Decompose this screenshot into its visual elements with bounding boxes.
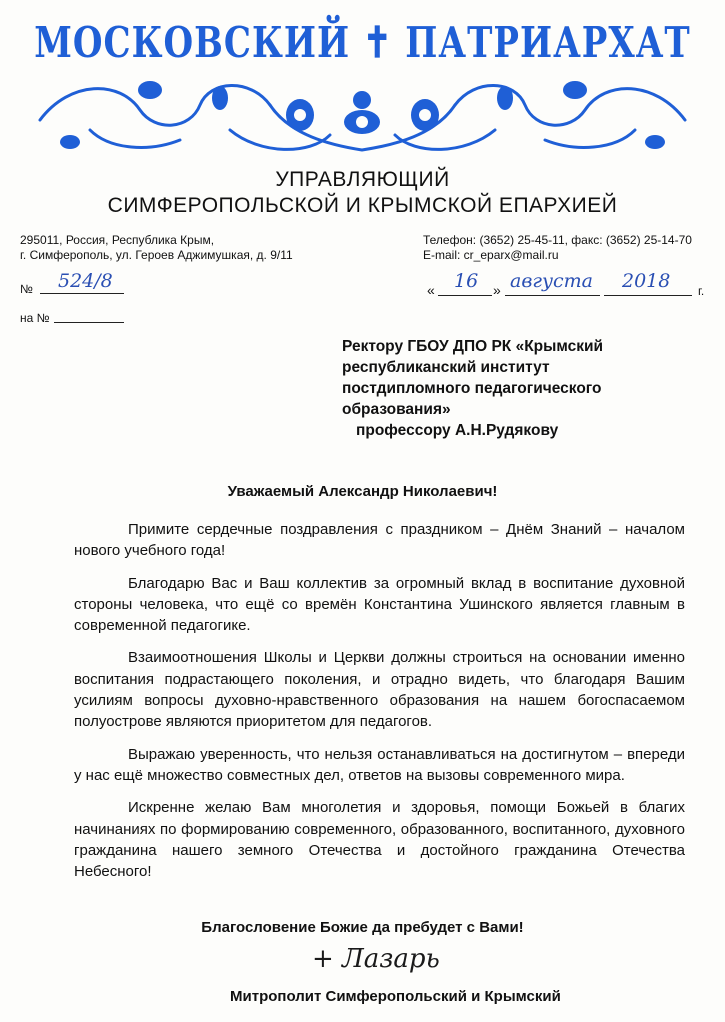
office-title-line2: СИМФЕРОПОЛЬСКОЙ И КРЫМСКОЙ ЕПАРХИЕЙ bbox=[107, 194, 618, 217]
phone-line: Телефон: (3652) 25-45-11, факс: (3652) 25-14-70 bbox=[423, 233, 692, 247]
reply-number-underline bbox=[54, 322, 124, 323]
number-label: № bbox=[20, 282, 33, 296]
recipient-block bbox=[342, 336, 682, 441]
date-day-underline bbox=[438, 295, 492, 296]
date-open-quote: « bbox=[427, 282, 435, 298]
recipient-line: Ректору ГБОУ ДПО РК «Крымский bbox=[342, 338, 604, 355]
handwritten-signature: + Лазарь bbox=[312, 944, 440, 974]
date-day: 16 bbox=[454, 270, 479, 292]
recipient-line: постдипломного педагогического bbox=[342, 380, 602, 397]
recipient-line: образования» bbox=[342, 401, 451, 418]
number-underline bbox=[40, 293, 124, 294]
date-month-underline bbox=[505, 295, 600, 296]
paragraph: Искренне желаю Вам многолетия и здоровья, помощи Божьей в благих начинаниях по формированию современного, образованного, воспитанного, духовного гражданина нашего земного Отечества и достойного гражданина Отечества Небесного! bbox=[74, 799, 685, 881]
address-line: г. Симферополь, ул. Героев Аджимушкая, д. 9/11 bbox=[20, 248, 293, 262]
recipient-line: республиканский институт bbox=[342, 359, 550, 376]
signatory-title: Митрополит Симферопольский и Крымский bbox=[230, 988, 561, 1005]
date-year-underline bbox=[604, 295, 692, 296]
paragraph: Выражаю уверенность, что нельзя останавливаться на достигнутом – впереди у нас ещё множество совместных дел, ответов на вызовы современного мира. bbox=[74, 745, 685, 784]
paragraph: Благодарю Вас и Ваш коллектив за огромный вклад в воспитание духовной стороны человека, что ещё со времён Константина Ушинского является главным в современной педагогике. bbox=[74, 574, 685, 635]
office-title-line1: УПРАВЛЯЮЩИЙ bbox=[275, 168, 450, 191]
recipient-line: профессору А.Н.Рудякову bbox=[356, 422, 559, 439]
date-suffix: г. bbox=[698, 284, 705, 298]
address-left bbox=[20, 233, 293, 263]
letter-body bbox=[74, 519, 685, 893]
address-right bbox=[423, 233, 692, 263]
reply-number-label: на № bbox=[20, 311, 50, 325]
email-line: E-mail: cr_eparx@mail.ru bbox=[423, 248, 559, 262]
date-close-quote: » bbox=[493, 282, 501, 298]
address-line: 295011, Россия, Республика Крым, bbox=[20, 233, 215, 247]
date-year: 2018 bbox=[622, 270, 671, 292]
floral-ornament-icon bbox=[30, 60, 695, 158]
date-month: августа bbox=[510, 270, 593, 292]
letterhead-title: МОСКОВСКИЙ ✝ ПАТРИАРХАТ bbox=[34, 18, 691, 68]
paragraph: Примите сердечные поздравления с праздником – Днём Знаний – началом нового учебного года! bbox=[74, 521, 685, 560]
blessing: Благословение Божие да пребудет с Вами! bbox=[201, 919, 524, 936]
number-value: 524/8 bbox=[58, 270, 113, 292]
greeting: Уважаемый Александр Николаевич! bbox=[227, 483, 498, 500]
paragraph: Взаимоотношения Школы и Церкви должны строиться на основании именно воспитания подрастающего поколения, и отрадно видеть, что благодаря Вашим усилиям вопросы духовно-нравственного образования на нашем богоспасаемом полуострове являются приоритетом для педагогов. bbox=[74, 649, 685, 731]
letterhead bbox=[0, 0, 725, 160]
